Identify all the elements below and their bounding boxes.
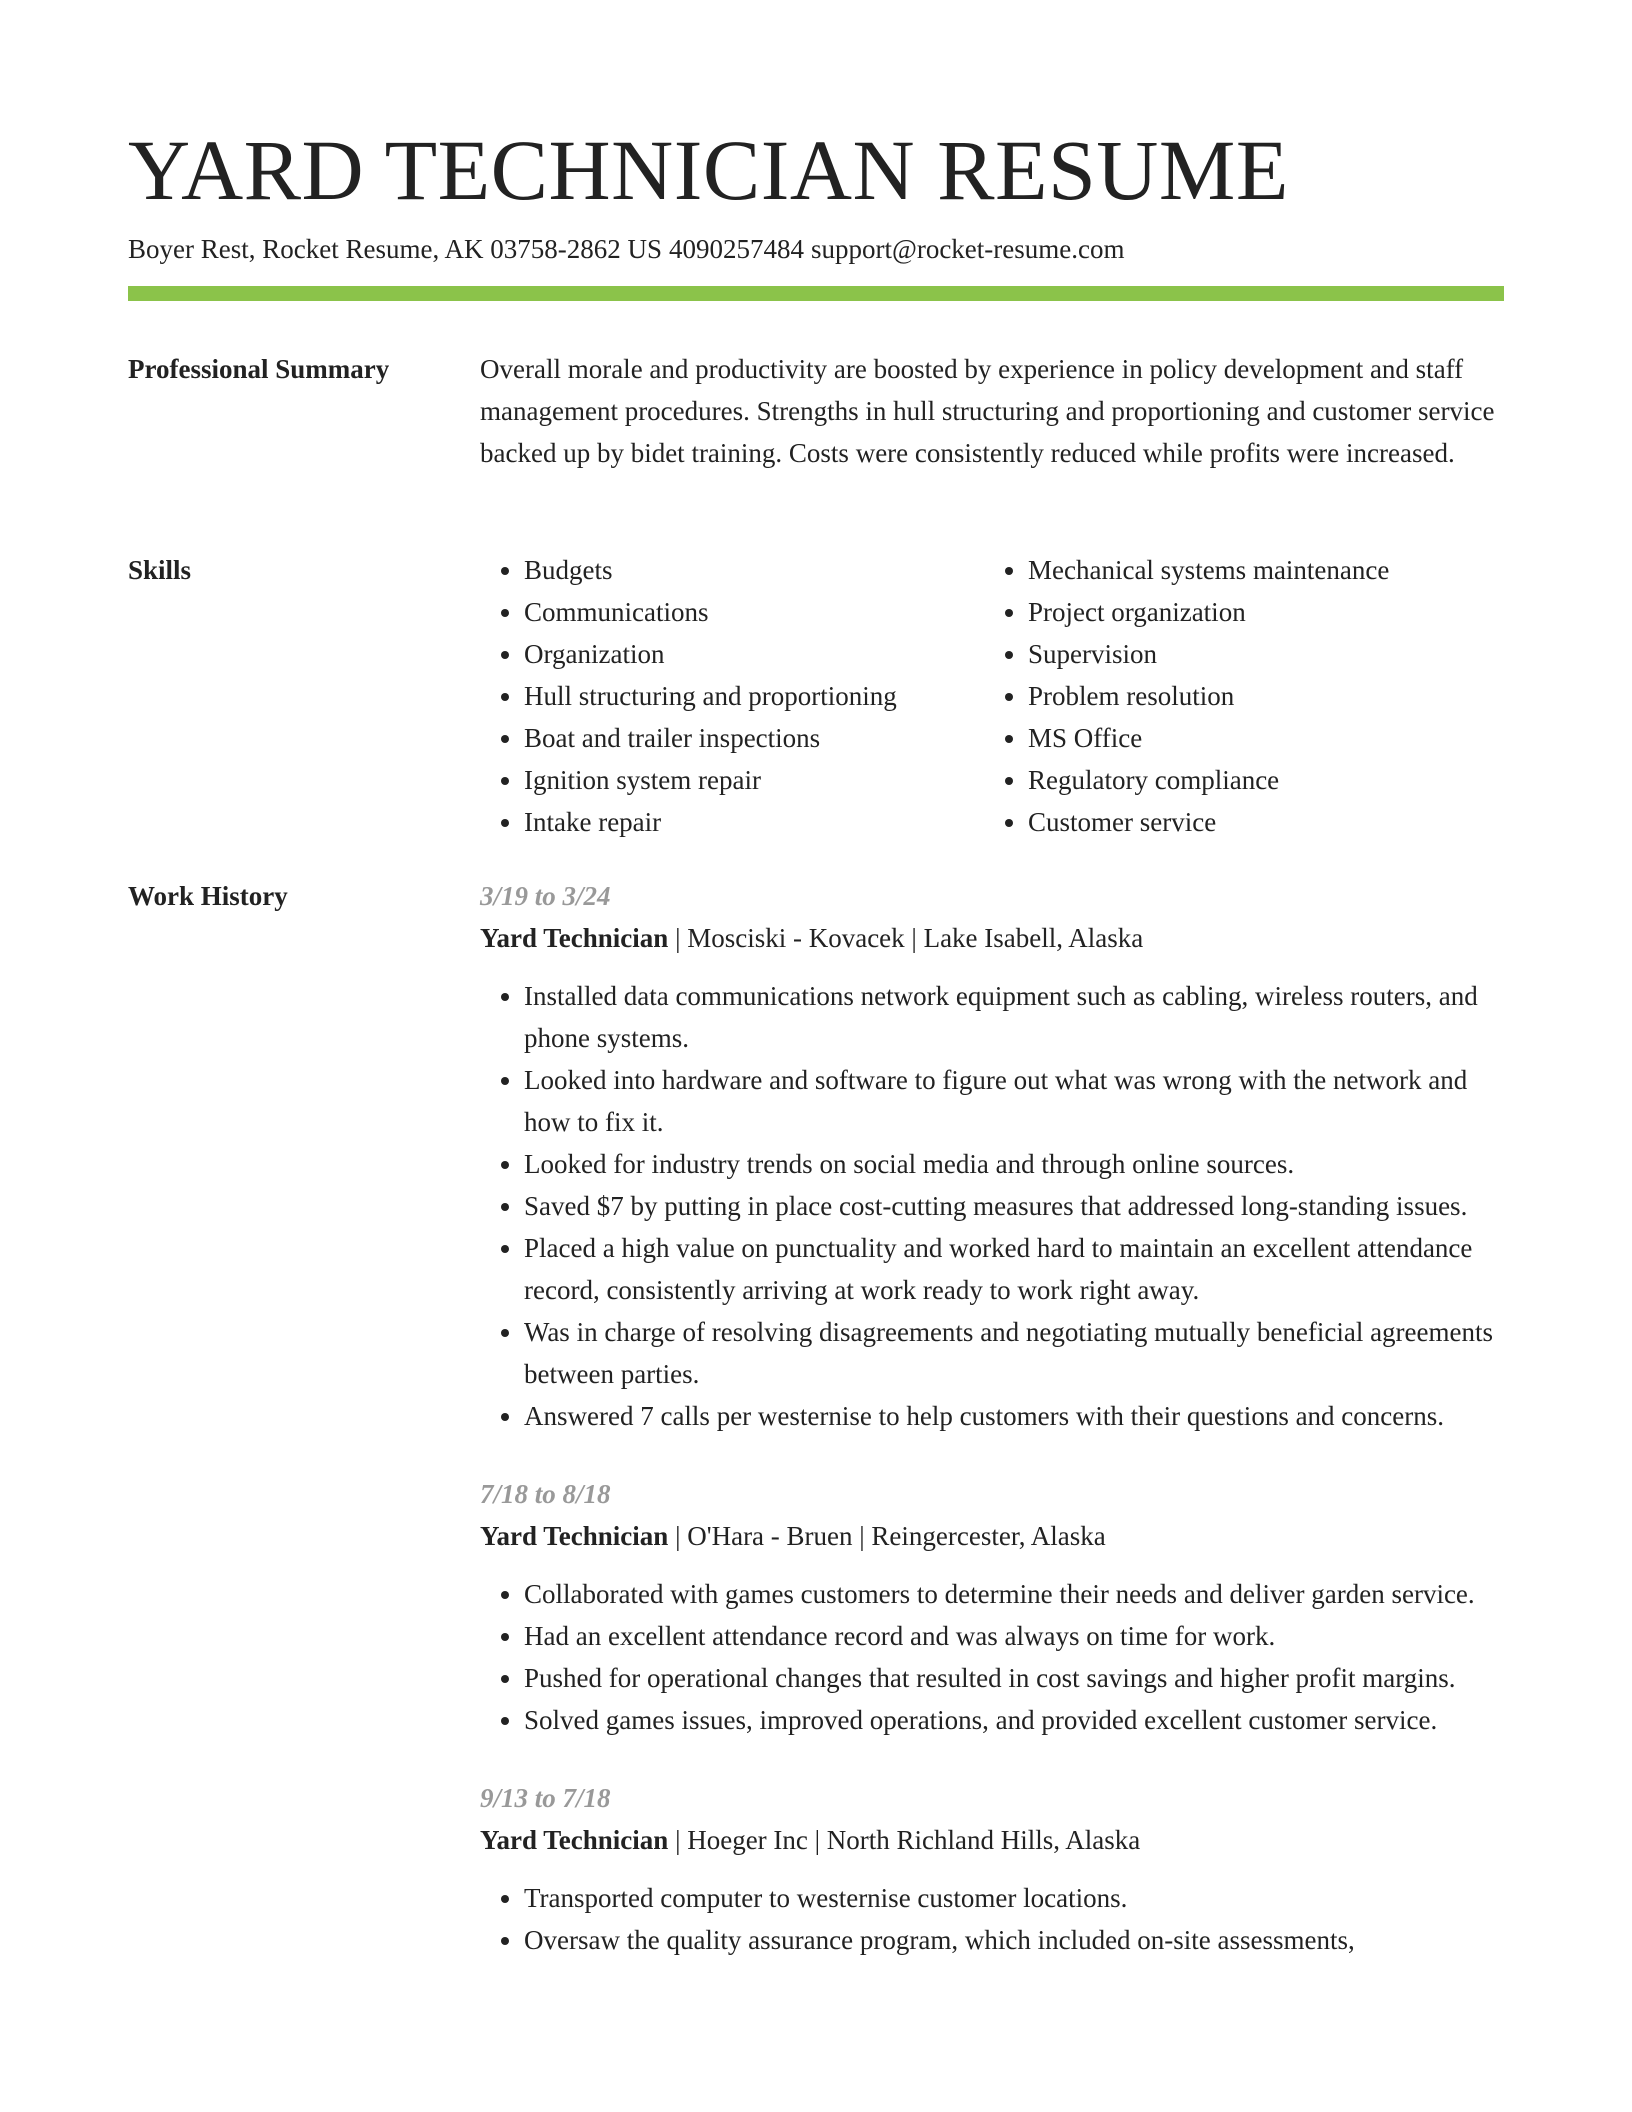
skill-item: • Budgets bbox=[524, 549, 984, 591]
job-dates: 9/13 to 7/18 bbox=[480, 1783, 611, 1813]
job-company-location: | O'Hara - Bruen | Reingercester, Alaska bbox=[668, 1521, 1106, 1551]
job-bullet: • Was in charge of resolving disagreements and negotiating mutually beneficial agreements between parties. bbox=[524, 1311, 1504, 1395]
job-title-line bbox=[480, 1515, 1504, 1557]
job-bullet: • Had an excellent attendance record and was always on time for work. bbox=[524, 1615, 1504, 1657]
skill-item: • Hull structuring and proportioning bbox=[524, 675, 984, 717]
job-company-location: | Mosciski - Kovacek | Lake Isabell, Alaska bbox=[668, 923, 1144, 953]
contact-address: Boyer Rest, Rocket Resume, AK 03758-2862 US bbox=[128, 234, 662, 264]
skills-list-left bbox=[480, 549, 984, 843]
job-title: Yard Technician bbox=[480, 1825, 669, 1855]
skill-item: • Regulatory compliance bbox=[1028, 759, 1488, 801]
job-bullet: • Collaborated with games customers to determine their needs and deliver garden service. bbox=[524, 1573, 1504, 1615]
job-title: Yard Technician bbox=[480, 1521, 669, 1551]
skill-item: • Boat and trailer inspections bbox=[524, 717, 984, 759]
skill-item: • Organization bbox=[524, 633, 984, 675]
job-company-location: | Hoeger Inc | North Richland Hills, Alaska bbox=[668, 1825, 1141, 1855]
skill-item: • Project organization bbox=[1028, 591, 1488, 633]
job-bullet: • Placed a high value on punctuality and worked hard to maintain an excellent attendance record, consistently arriving at work ready to work right away. bbox=[524, 1227, 1504, 1311]
skills-body bbox=[480, 549, 1504, 843]
skill-item: • Supervision bbox=[1028, 633, 1488, 675]
contact-phone: 4090257484 bbox=[668, 234, 804, 264]
skill-item: • MS Office bbox=[1028, 717, 1488, 759]
job-bullet: • Saved $7 by putting in place cost-cutting measures that addressed long-standing issues. bbox=[524, 1185, 1504, 1227]
job-entry bbox=[480, 875, 1504, 1437]
job-entry bbox=[480, 1777, 1504, 1961]
skill-item: • Mechanical systems maintenance bbox=[1028, 549, 1488, 591]
job-entry bbox=[480, 1473, 1504, 1741]
job-bullet: • Oversaw the quality assurance program, which included on-site assessments, bbox=[524, 1919, 1504, 1961]
job-bullets bbox=[480, 1573, 1504, 1741]
job-bullet: • Solved games issues, improved operations, and provided excellent customer service. bbox=[524, 1699, 1504, 1741]
job-title-line bbox=[480, 1819, 1504, 1861]
job-bullet: • Answered 7 calls per westernise to help customers with their questions and concerns. bbox=[524, 1395, 1504, 1437]
work-history-heading: Work History bbox=[128, 881, 288, 911]
job-dates: 3/19 to 3/24 bbox=[480, 881, 611, 911]
job-bullet: • Pushed for operational changes that resulted in cost savings and higher profit margins. bbox=[524, 1657, 1504, 1699]
job-bullet: • Looked for industry trends on social media and through online sources. bbox=[524, 1143, 1504, 1185]
job-bullets bbox=[480, 975, 1504, 1437]
skill-item: • Customer service bbox=[1028, 801, 1488, 843]
job-title-line bbox=[480, 917, 1504, 959]
summary-heading: Professional Summary bbox=[128, 354, 390, 384]
job-dates: 7/18 to 8/18 bbox=[480, 1479, 611, 1509]
work-history-body bbox=[480, 875, 1504, 1997]
skill-item: • Communications bbox=[524, 591, 984, 633]
skill-item: • Problem resolution bbox=[1028, 675, 1488, 717]
summary-body bbox=[480, 348, 1504, 474]
skill-item: • Ignition system repair bbox=[524, 759, 984, 801]
job-bullet: • Looked into hardware and software to figure out what was wrong with the network and how to fix it. bbox=[524, 1059, 1504, 1143]
job-bullet: • Installed data communications network equipment such as cabling, wireless routers, and phone systems. bbox=[524, 975, 1504, 1059]
job-title: Yard Technician bbox=[480, 923, 669, 953]
resume-title: YARD TECHNICIAN RESUME bbox=[128, 122, 1289, 218]
skills-heading: Skills bbox=[128, 555, 192, 585]
summary-text: Overall morale and productivity are boosted by experience in policy development and staff management procedures. Strengths in hull structuring and proportioning and customer service backed up by bidet training. Costs were consistently reduced while profits were increased. bbox=[480, 354, 1495, 468]
job-bullet: • Transported computer to westernise customer locations. bbox=[524, 1877, 1504, 1919]
job-bullets bbox=[480, 1877, 1504, 1961]
skills-list-right bbox=[984, 549, 1488, 843]
skill-item: • Intake repair bbox=[524, 801, 984, 843]
header-divider bbox=[128, 286, 1504, 301]
contact-line bbox=[128, 230, 1132, 268]
contact-email: support@rocket-resume.com bbox=[810, 234, 1125, 264]
